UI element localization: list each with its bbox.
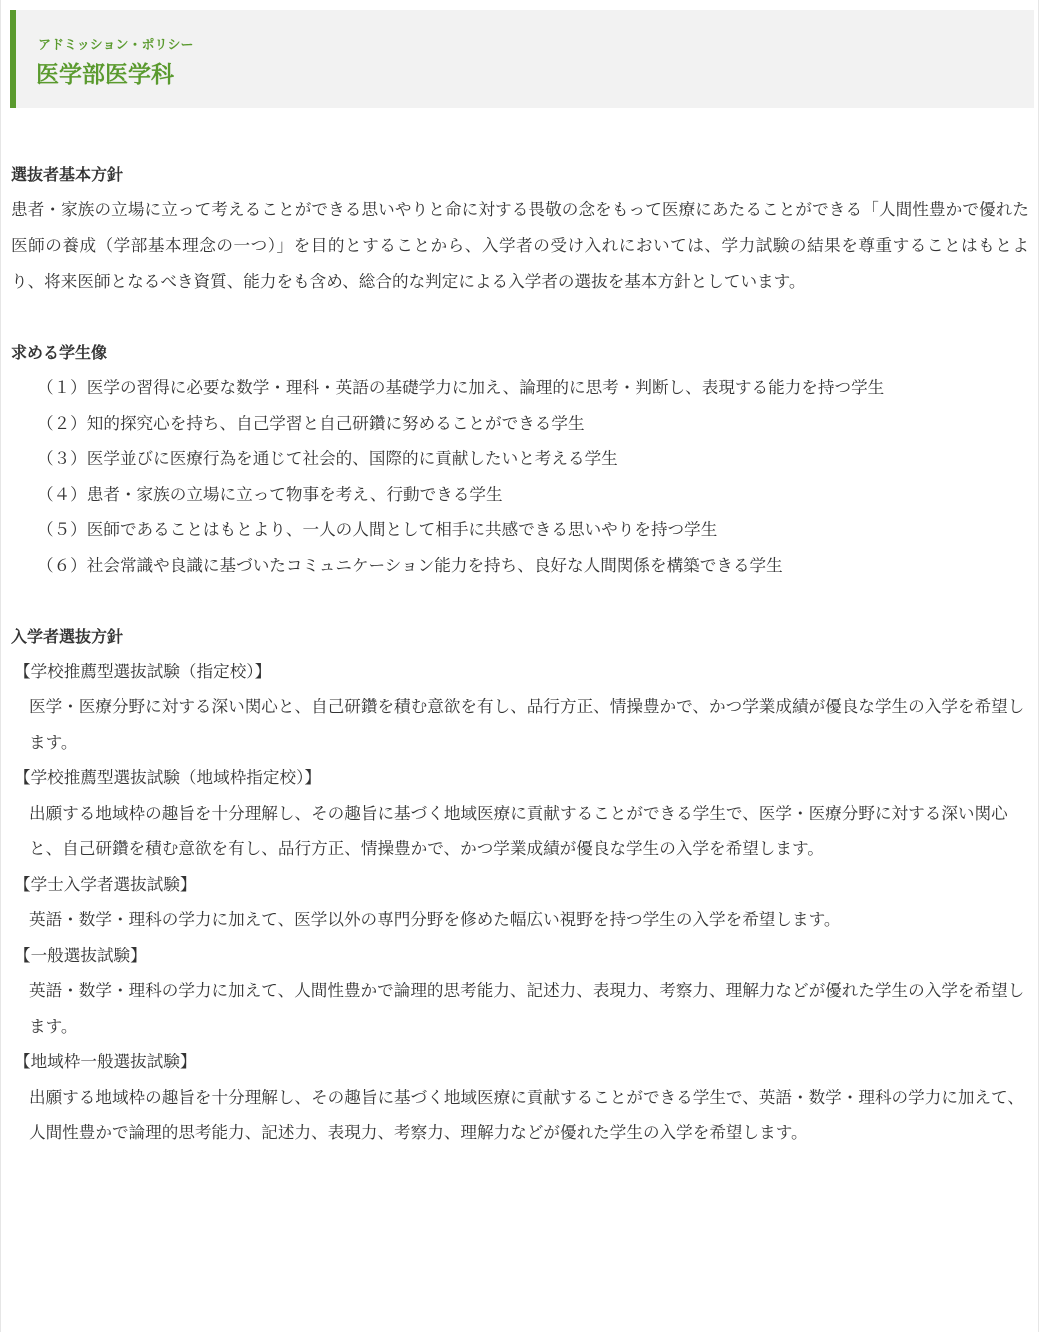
- basic-policy-heading: 選抜者基本方針: [11, 165, 124, 184]
- list-item: （１）医学の習得に必要な数学・理科・英語の基礎学力に加え、論理的に思考・判断し、表現する能力を持つ学生: [37, 378, 885, 397]
- main-content: [11, 158, 1029, 1151]
- list-item: （２）知的探究心を持ち、自己学習と自己研鑽に努めることができる学生: [37, 413, 585, 433]
- section-label-regional-general: 【地域枠一般選抜試験】: [14, 1052, 197, 1072]
- basic-policy-text: 患者・家族の立場に立って考えることができる思いやりと命に対する畏敬の念をもって医療にあたることができる「人間性豊かで優れた医師の養成（学部基本理念の一つ）」を目的とすることから、入学者の受け入れにおいては、学力試験の結果を尊重することはもとより、将来医師となるべき資質、能力をも含め、総合的な判定による入学者の選抜を基本方針としています。: [11, 200, 1029, 291]
- list-item: （４）患者・家族の立場に立って物事を考え、行動できる学生: [37, 484, 503, 504]
- section-label-general: 【一般選抜試験】: [14, 945, 147, 965]
- list-item: （６）社会常識や良識に基づいたコミュニケーション能力を持ち、良好な人間関係を構築できる学生: [37, 555, 783, 575]
- page-header: [10, 10, 1034, 108]
- admission-policy-heading: 入学者選抜方針: [11, 626, 124, 646]
- section-text-general: 英語・数学・理科の学力に加えて、人間性豊かで論理的思考能力、記述力、表現力、考察力、理解力などが優れた学生の入学を希望します。: [29, 981, 1025, 1036]
- section-text-recommend-regional: 出願する地域枠の趣旨を十分理解し、その趣旨に基づく地域医療に貢献することができる学生で、医学・医療分野に対する深い関心と、自己研鑽を積む意欲を有し、品行方正、情操豊かで、かつ学業成績が優良な学生の入学を希望します。: [29, 803, 1008, 859]
- list-item: （３）医学並びに医療行為を通じて社会的、国際的に貢献したいと考える学生: [37, 449, 618, 469]
- section-label-graduate: 【学士入学者選抜試験】: [14, 874, 197, 894]
- student-image-heading: 求める学生像: [11, 343, 108, 362]
- section-text-recommend-designated: 医学・医療分野に対する深い関心と、自己研鑽を積む意欲を有し、品行方正、情操豊かで、かつ学業成績が優良な学生の入学を希望します。: [29, 697, 1025, 752]
- section-text-graduate: 英語・数学・理科の学力に加えて、医学以外の専門分野を修めた幅広い視野を持つ学生の入学を希望します。: [29, 910, 841, 930]
- section-label-recommend-designated: 【学校推薦型選抜試験（指定校）】: [14, 661, 272, 681]
- student-image-list: [11, 370, 1029, 584]
- section-text-regional-general: 出願する地域枠の趣旨を十分理解し、その趣旨に基づく地域医療に貢献することができる学生で、英語・数学・理科の学力に加えて、人間性豊かで論理的思考能力、記述力、表現力、考察力、理解力などが優れた学生の入学を希望します。: [29, 1087, 1024, 1143]
- page-title: 医学部医学科: [36, 62, 174, 88]
- list-item: （５）医師であることはもとより、一人の人間として相手に共感できる思いやりを持つ学生: [37, 520, 718, 540]
- page-subtitle: アドミッション・ポリシー: [38, 38, 194, 53]
- section-label-recommend-regional: 【学校推薦型選抜試験（地域枠指定校）】: [14, 768, 321, 788]
